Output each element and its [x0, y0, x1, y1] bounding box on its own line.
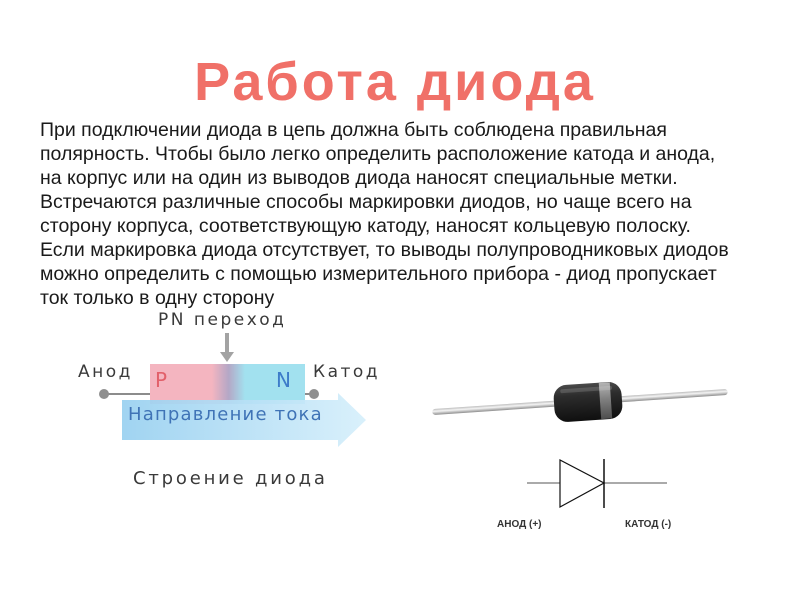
diode-photo [431, 374, 729, 431]
anode-terminal [99, 389, 109, 399]
n-region [245, 364, 305, 404]
diode-body [553, 381, 623, 423]
cathode-label: Катод [313, 362, 381, 382]
arrow-down-icon [220, 333, 234, 362]
cathode-terminal [309, 389, 319, 399]
symbol-triangle [560, 460, 604, 507]
pn-junction-region [212, 364, 245, 404]
n-region-label: N [276, 368, 291, 392]
p-region-label: P [155, 368, 168, 392]
diagram-caption: Строение диода [133, 468, 328, 489]
slide-body [40, 118, 790, 310]
symbol-anode-label: АНОД (+) [497, 519, 542, 530]
diode-lead-left [432, 400, 562, 415]
body-line: Если маркировка диода отсутствует, то выводы полупроводниковых диодов [40, 239, 729, 261]
diode-lead-right [612, 389, 728, 403]
current-direction-label: Направление тока [128, 404, 323, 425]
body-line: можно определить с помощью измерительного прибора - диод пропускает [40, 263, 717, 285]
body-line: Встречаются различные способы маркировки диодов, но чаще всего на [40, 191, 692, 213]
junction-label: PN переход [158, 310, 287, 330]
body-line: полярность. Чтобы было легко определить расположение катода и анода, [40, 143, 716, 165]
body-line: на корпус или на один из выводов диода наносят специальные метки. [40, 167, 678, 189]
diode-structure-diagram [78, 310, 380, 489]
body-line: сторону корпуса, соответствующую катоду, наносят кольцевую полоску. [40, 215, 691, 237]
slide-title: Работа диода [194, 52, 596, 112]
body-line: При подключении диода в цепь должна быть соблюдена правильная [40, 119, 667, 141]
symbol-cathode-label: КАТОД (-) [625, 519, 672, 530]
body-line: ток только в одну сторону [40, 287, 275, 309]
diode-symbol-icon [497, 459, 671, 530]
anode-label: Анод [78, 362, 133, 382]
